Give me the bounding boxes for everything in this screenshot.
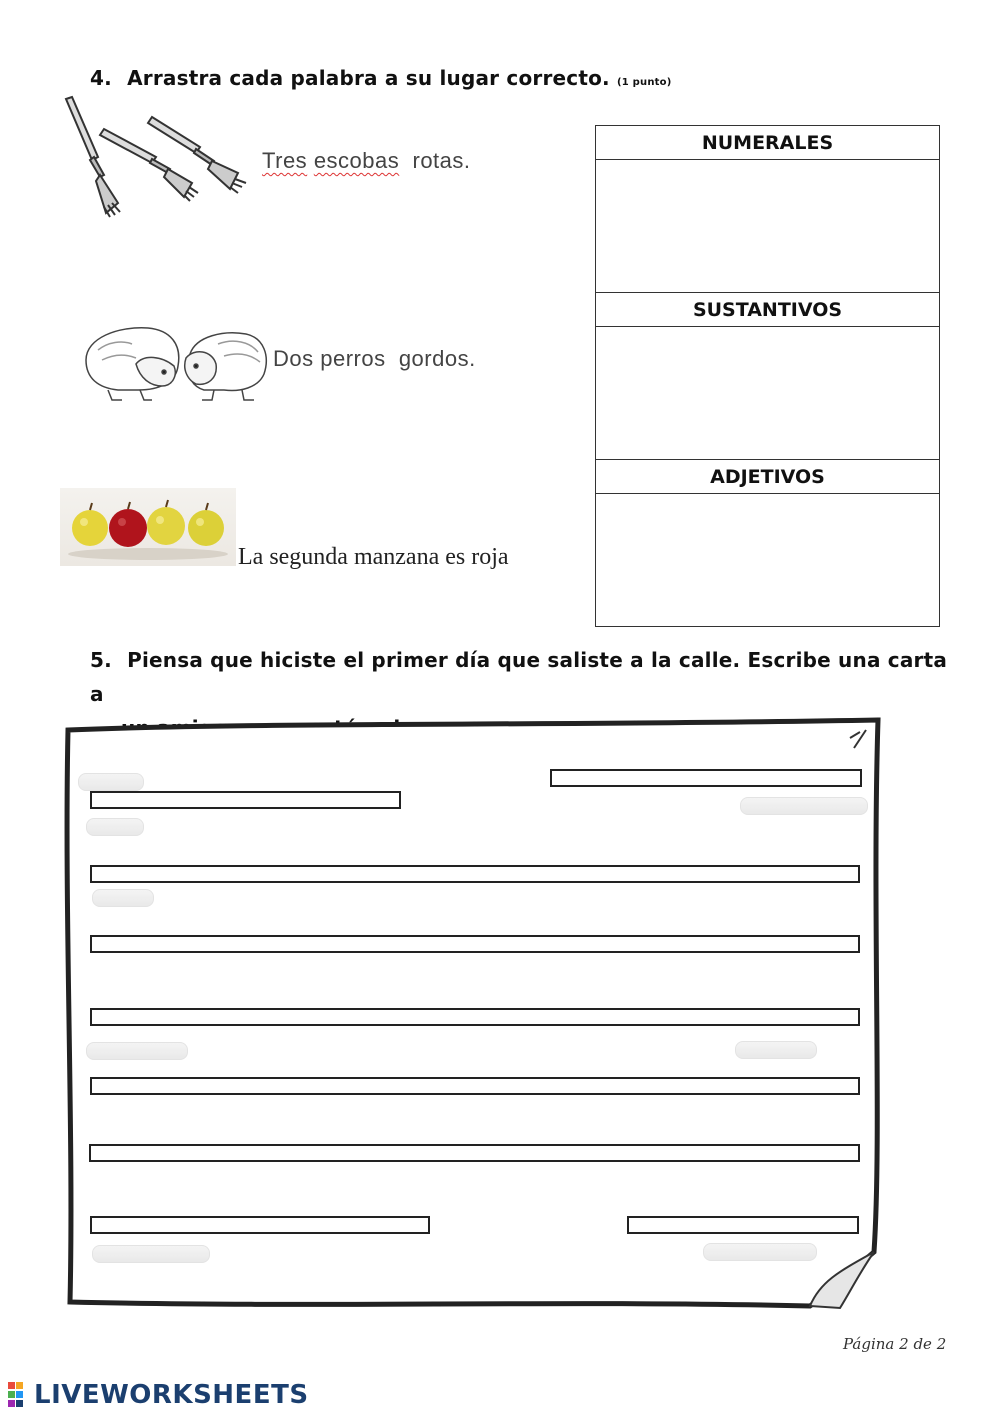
ghost-label — [735, 1041, 817, 1059]
ghost-label — [740, 797, 868, 815]
word-tres[interactable]: Tres — [262, 148, 308, 173]
drop-zone-adjetivos[interactable] — [596, 494, 939, 626]
letter-farewell-field[interactable] — [90, 1216, 430, 1234]
logo-blocks-icon — [8, 1382, 32, 1408]
drop-zone-sustantivos[interactable] — [596, 327, 939, 460]
word-escobas[interactable]: escobas — [313, 148, 400, 173]
question-4-number: 4. — [90, 66, 112, 90]
page-number: Página 2 de 2 — [843, 1335, 947, 1353]
letter-body-line-1[interactable] — [90, 865, 860, 883]
guinea-pigs-image — [78, 320, 270, 405]
sentence-forks — [262, 148, 471, 174]
ghost-label — [703, 1243, 817, 1261]
apples-drawing — [60, 488, 236, 566]
sentence-apples: La segunda manzana es roja — [238, 544, 509, 570]
ghost-label — [92, 889, 154, 907]
drop-zone-numerales[interactable] — [596, 160, 939, 293]
word-rotas[interactable]: rotas. — [412, 148, 471, 173]
forks-image — [60, 95, 255, 225]
liveworksheets-logo — [8, 1380, 309, 1410]
letter-body-line-3[interactable] — [90, 1008, 860, 1026]
header-sustantivos: SUSTANTIVOS — [596, 293, 939, 327]
question-4-heading — [90, 66, 671, 90]
letter-date-field[interactable] — [550, 769, 862, 787]
question-5-title-line1: Piensa que hiciste el primer día que saliste a la calle. Escribe una carta a — [90, 648, 948, 706]
letter-greeting-field[interactable] — [90, 791, 401, 809]
letter-body-line-2[interactable] — [90, 935, 860, 953]
letter-signature-field[interactable] — [627, 1216, 859, 1234]
question-5-number: 5. — [90, 648, 112, 672]
header-numerales: NUMERALES — [596, 126, 939, 160]
ghost-label — [92, 1245, 210, 1263]
ghost-label — [86, 1042, 188, 1060]
letter-body-line-5[interactable] — [89, 1144, 860, 1162]
question-4-points: (1 punto) — [617, 77, 672, 88]
letter-body-line-4[interactable] — [90, 1077, 860, 1095]
ghost-label — [78, 773, 144, 791]
header-adjetivos: ADJETIVOS — [596, 460, 939, 494]
classification-table — [595, 125, 940, 627]
ghost-label — [86, 818, 144, 836]
brand-name: LIVEWORKSHEETS — [34, 1380, 309, 1410]
question-4-title: Arrastra cada palabra a su lugar correcto. — [127, 66, 610, 90]
sentence-dogs: Dos perros gordos. — [273, 346, 476, 371]
